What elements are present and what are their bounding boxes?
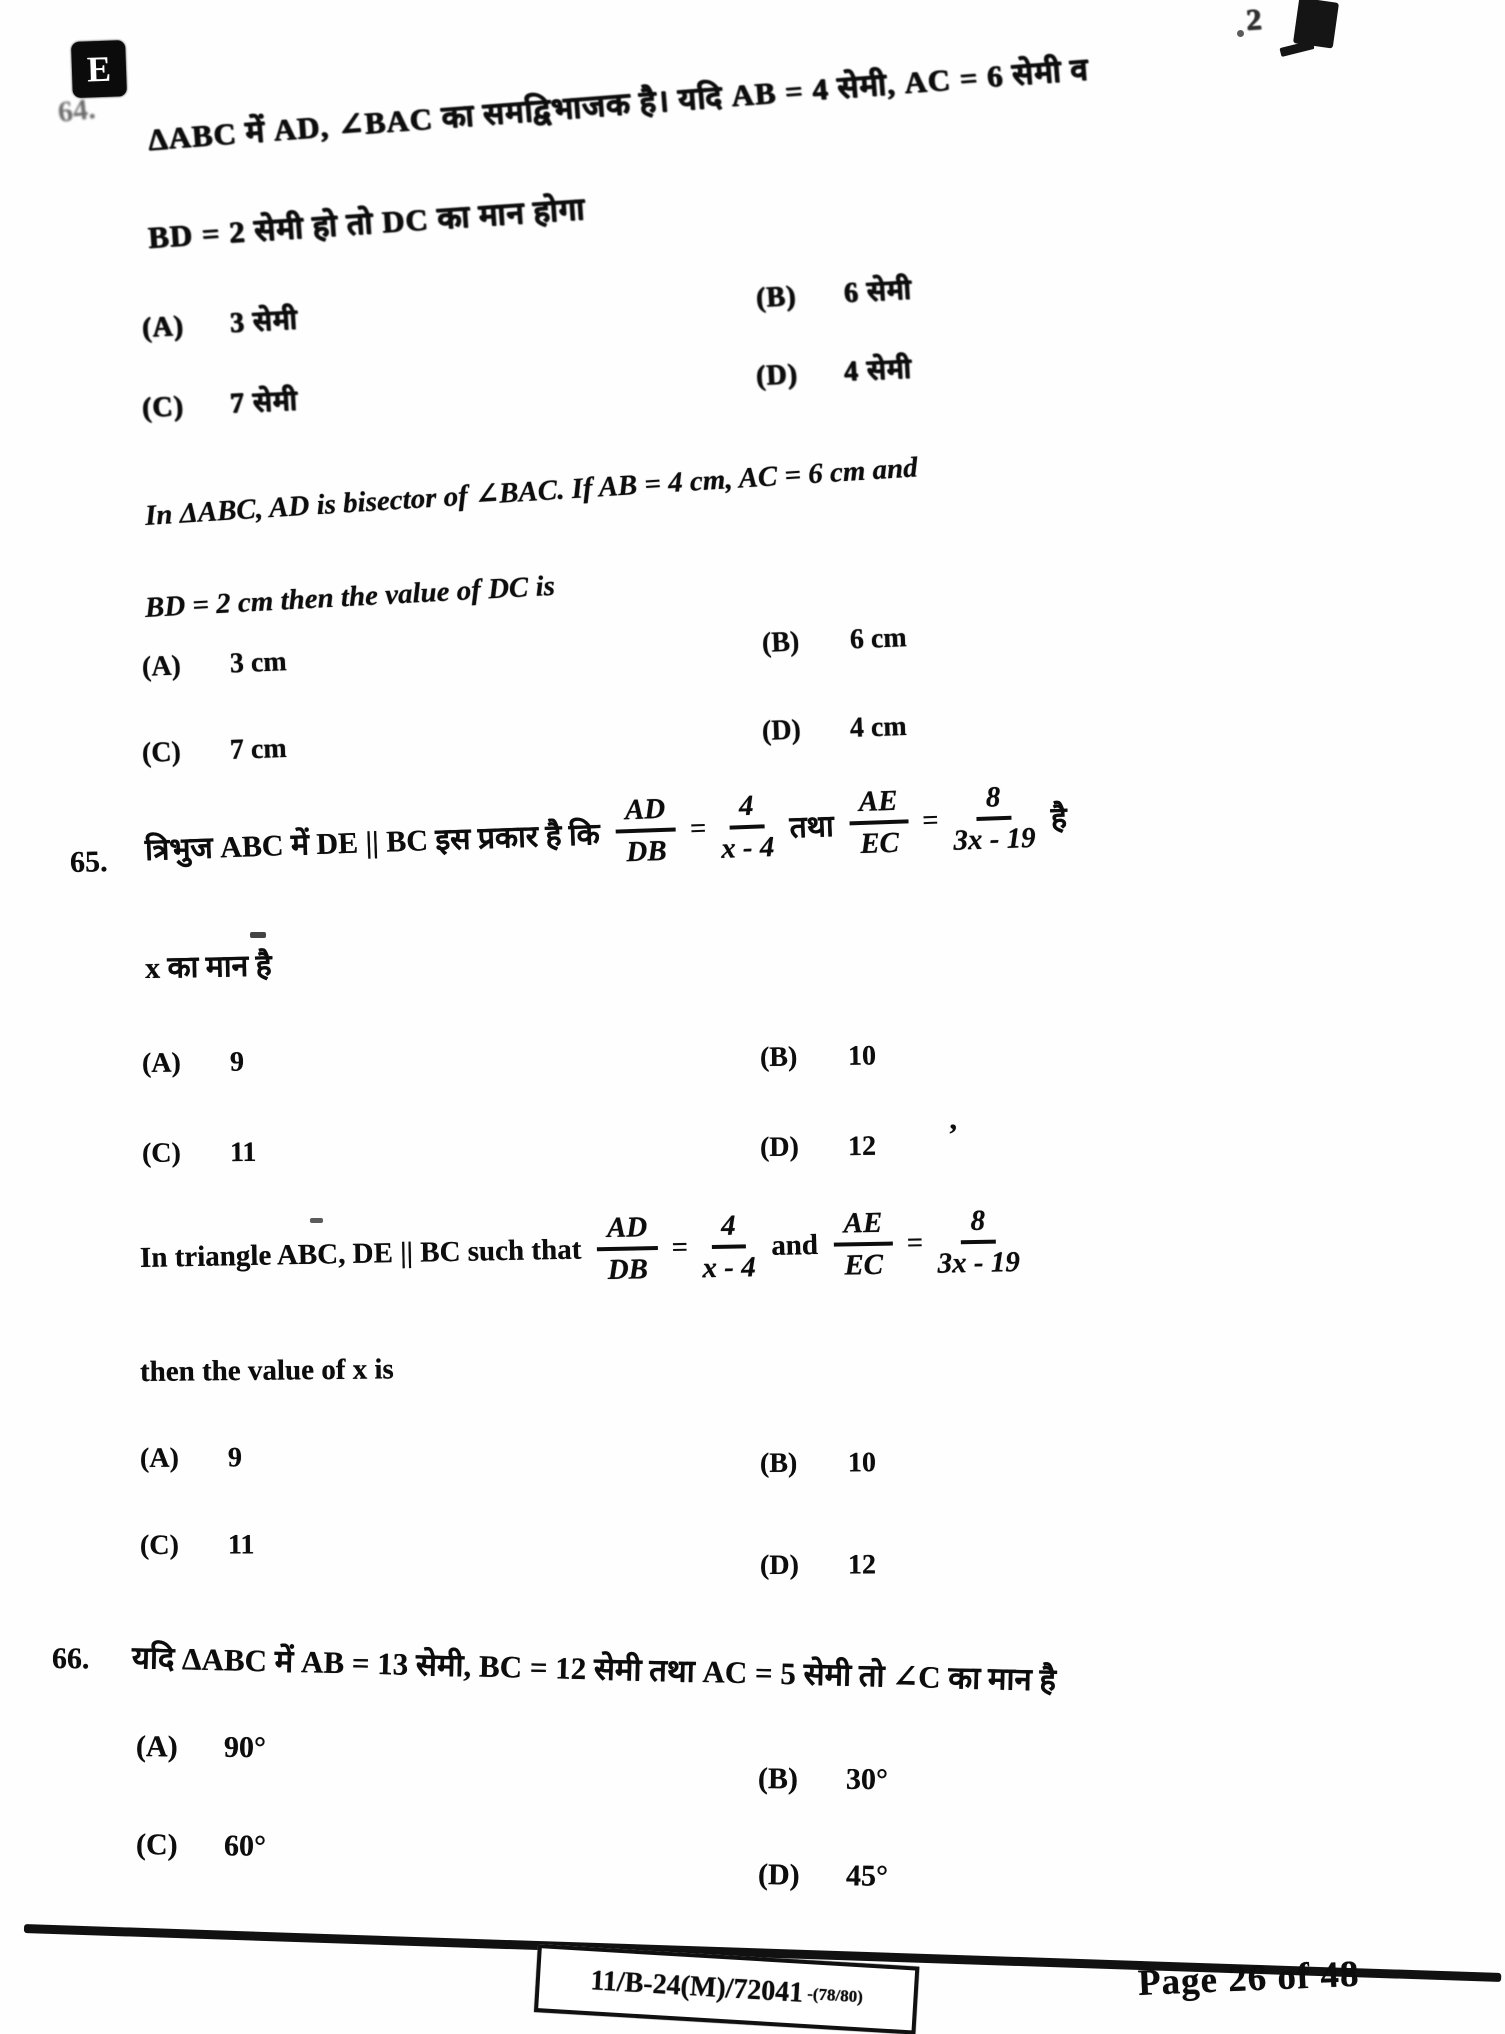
q64-english-option-a bbox=[141, 646, 287, 684]
option-key: (D) bbox=[761, 714, 802, 747]
option-key: (C) bbox=[141, 736, 182, 769]
option-key: (A) bbox=[141, 1047, 182, 1079]
option-key: (C) bbox=[141, 1137, 182, 1169]
option-value: 4 cm bbox=[849, 710, 908, 744]
fraction-ad-db: $\frac{AD}{DB}$ bbox=[614, 793, 677, 868]
equals-sign: = bbox=[906, 1226, 924, 1260]
q64-english-line1: In ΔABC, AD is bisector of ∠BAC. If AB = 4 cm, AC = 6 cm and bbox=[144, 451, 919, 532]
q64-hindi-line2: BD = 2 सेमी हो तो DC का मान होगा bbox=[146, 191, 587, 255]
option-value: 11 bbox=[227, 1529, 255, 1561]
q64-english-option-b bbox=[761, 622, 907, 660]
option-value: 9 bbox=[229, 1046, 245, 1078]
option-key: (B) bbox=[757, 1762, 799, 1796]
q65-english-option-c bbox=[140, 1529, 255, 1562]
q66-option-d bbox=[758, 1858, 888, 1894]
option-key: (B) bbox=[759, 1447, 798, 1479]
option-key: (B) bbox=[755, 280, 798, 314]
q65-english-line2: then the value of x is bbox=[139, 1353, 394, 1388]
option-key: (A) bbox=[135, 1730, 178, 1764]
fraction-8-3x19: $\frac{8}{3x - 19}$ bbox=[937, 1204, 1021, 1281]
option-key: (C) bbox=[139, 1529, 179, 1561]
option-value: 9 bbox=[227, 1442, 243, 1474]
q66-option-a bbox=[136, 1730, 266, 1765]
stray-tick-mark: ’ bbox=[948, 1118, 958, 1151]
q64-hindi-line1: ΔABC में AD, ∠BAC का समद्विभाजक है। यदि AB = 4 सेमी, AC = 6 सेमी व bbox=[146, 51, 1090, 157]
fraction-expression-3 bbox=[597, 1210, 756, 1286]
q65-hindi-mid: तथा bbox=[789, 809, 835, 845]
option-key: (D) bbox=[755, 358, 799, 392]
option-key: (B) bbox=[761, 626, 800, 659]
corner-page-mark: 2 bbox=[1244, 0, 1264, 37]
q65-english-option-a bbox=[140, 1442, 242, 1475]
option-value: 60° bbox=[223, 1829, 267, 1863]
q65-hindi-line1 bbox=[144, 780, 1068, 885]
fraction-ae-ec: $\frac{AE}{EC}$ bbox=[833, 1208, 893, 1282]
q66-option-b bbox=[758, 1762, 888, 1797]
fraction-4-x4: $\frac{4}{x - 4}$ bbox=[702, 1209, 756, 1285]
q64-english-option-d bbox=[761, 711, 907, 748]
option-value: 6 cm bbox=[849, 622, 908, 656]
option-key: (A) bbox=[139, 1442, 179, 1474]
q65-english-mid: and bbox=[770, 1228, 819, 1262]
option-value: 7 सेमी bbox=[229, 385, 299, 420]
fraction-ae-ec: $\frac{AE}{EC}$ bbox=[848, 785, 909, 860]
fraction-expression-2 bbox=[848, 781, 1036, 860]
q64-number: 64. bbox=[56, 92, 97, 129]
q65-hindi-option-a bbox=[142, 1047, 244, 1080]
q64-english-option-c bbox=[141, 733, 287, 770]
fraction-8-3x19: $\frac{8}{3x - 19}$ bbox=[952, 781, 1037, 858]
option-value: 90° bbox=[223, 1730, 267, 1765]
fraction-expression-4 bbox=[833, 1205, 1020, 1281]
option-value: 4 सेमी bbox=[843, 353, 913, 388]
option-value: 12 bbox=[847, 1130, 877, 1163]
option-value: 3 cm bbox=[229, 646, 288, 680]
q65-english-pre: In triangle ABC, DE || BC such that bbox=[139, 1233, 582, 1274]
option-key: (D) bbox=[759, 1131, 800, 1163]
scan-artifact bbox=[1293, 0, 1339, 49]
footer-code: 11/B-24(M)/72041 bbox=[589, 1965, 805, 2009]
q65-hindi-option-d bbox=[760, 1131, 876, 1164]
scan-artifact bbox=[1237, 30, 1244, 37]
q64-english-line2: BD = 2 cm then the value of DC is bbox=[144, 569, 556, 624]
footer-page-label: Page 26 of 48 bbox=[1137, 1953, 1361, 2004]
footer-code-suffix: -(78/80) bbox=[806, 1984, 864, 2007]
q66-option-c bbox=[136, 1828, 266, 1864]
option-key: (C) bbox=[135, 1828, 178, 1862]
option-key: (A) bbox=[141, 310, 185, 344]
fraction-expression-1 bbox=[614, 790, 774, 868]
option-value: 7 cm bbox=[229, 732, 288, 766]
equals-sign: = bbox=[689, 812, 707, 845]
fraction-ad-db: $\frac{AD}{DB}$ bbox=[597, 1212, 659, 1286]
equals-sign: = bbox=[671, 1231, 689, 1264]
option-value: 45° bbox=[845, 1859, 889, 1893]
scan-artifact bbox=[310, 1218, 323, 1223]
option-key: (D) bbox=[757, 1858, 800, 1892]
option-value: 11 bbox=[229, 1136, 257, 1169]
q65-hindi-post: है bbox=[1050, 801, 1068, 836]
q64-hindi-option-c bbox=[141, 380, 299, 426]
option-value: 30° bbox=[845, 1762, 889, 1797]
option-key: (D) bbox=[759, 1549, 799, 1581]
scan-artifact bbox=[250, 932, 266, 938]
q64-hindi-option-b bbox=[755, 269, 913, 316]
option-value: 6 सेमी bbox=[843, 274, 913, 310]
option-value: 10 bbox=[847, 1040, 877, 1072]
option-value: 3 सेमी bbox=[229, 304, 299, 340]
q65-number: 65. bbox=[69, 845, 108, 879]
equals-sign: = bbox=[921, 804, 940, 837]
q65-hindi-option-b bbox=[760, 1040, 876, 1074]
fraction-4-x4: $\frac{4}{x - 4}$ bbox=[720, 789, 775, 866]
q65-english-line1 bbox=[139, 1205, 1020, 1295]
option-value: 12 bbox=[847, 1549, 877, 1581]
section-badge: E bbox=[71, 40, 127, 98]
q64-hindi-option-d bbox=[755, 348, 913, 394]
option-key: (A) bbox=[141, 650, 182, 683]
q65-hindi-option-c bbox=[142, 1137, 257, 1170]
option-key: (B) bbox=[759, 1041, 798, 1073]
option-value: 10 bbox=[847, 1447, 877, 1479]
q65-english-option-d bbox=[760, 1549, 876, 1582]
q65-hindi-pre: त्रिभुज ABC में DE || BC इस प्रकार है कि bbox=[144, 818, 601, 867]
q66-number: 66. bbox=[51, 1642, 90, 1676]
q66-hindi-line: यदि ΔABC में AB = 13 सेमी, BC = 12 सेमी तथा AC = 5 सेमी तो ∠C का मान है bbox=[131, 1640, 1057, 1698]
q65-english-option-b bbox=[760, 1447, 876, 1480]
q65-hindi-line2: x का मान है bbox=[144, 949, 272, 985]
option-key: (C) bbox=[141, 390, 185, 424]
q64-hindi-option-a bbox=[141, 299, 299, 346]
